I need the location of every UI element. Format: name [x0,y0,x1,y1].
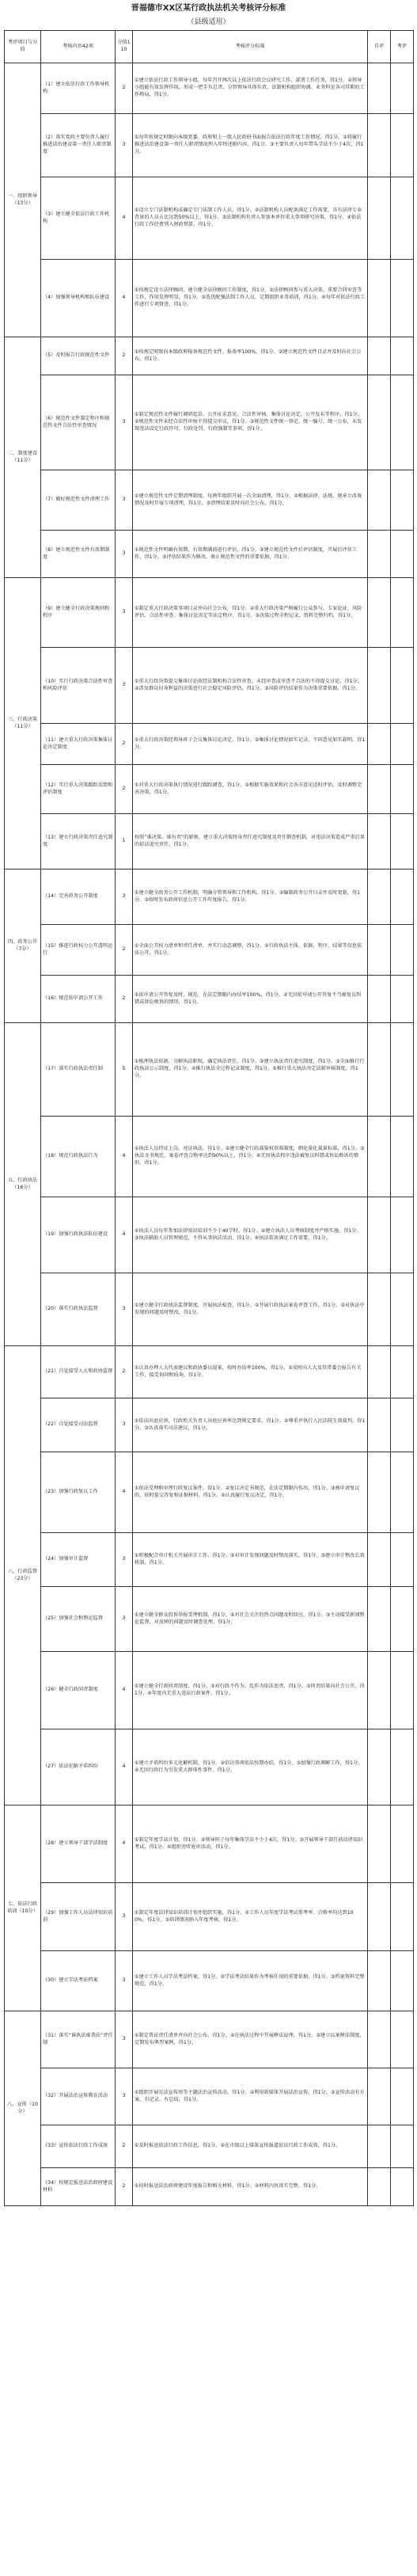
item-cell: （33）宣传依法行政工作成效 [41,2125,116,2168]
item-cell: （31）落实“谁执法谁普法”责任制 [41,2011,116,2068]
points-cell: 4 [116,260,133,337]
points-cell: 4 [116,1117,133,1197]
points-cell: 3 [116,1398,133,1452]
points-cell: 2 [116,63,133,114]
document-title: 晋福德市XX区某行政执法机关考核评分标准 [131,4,286,13]
criteria-cell: ①制定规范性文件履行调研起草、公开征求意见、合法性审核、集体讨论决定、公开发布等程序，得1分。②规范性文件未经合法性审核不得提交审议，得1分。③规范性文件统一登记、统一编号、统一公布，未发现违法设定行政许可、行政处罚、行政强制等事项，得1分。 [133,375,368,470]
table-row [5,1117,414,1197]
criteria-cell: ①组织开展宪法宣传周等主题法治宣传活动，得1分。②利用新媒体开展法治宣传，得1分。③宣传活动有方案、有记录、有总结，得1分。 [133,2068,368,2125]
self-score-cell[interactable] [368,375,391,470]
points-cell: 4 [116,1652,133,1729]
criteria-cell: ①建立健全群众投诉举报受理机制，得1分。②对社会关注的热点问题及时回应，得1分。③主动接受新闻舆论监督，对反映的问题及时调查处理，得1分。 [133,1587,368,1652]
item-cell: （6）规范性文件制定程序和规范性文件合法性审查情况 [41,375,116,470]
item-cell: （9）建立健全行政决策规则和程序 [41,578,116,648]
points-cell: 2 [116,2168,133,2206]
area-cell: 三、行政决策（11分） [5,578,41,869]
item-cell: （30）建立学法考法档案 [41,1951,116,2011]
scoring-table [4,30,414,2206]
table-row [5,1729,414,1805]
points-cell: 3 [116,1587,133,1652]
review-score-cell[interactable] [391,1587,414,1652]
self-score-cell[interactable] [368,2125,391,2168]
criteria-cell: 按照“谁决策、谁负责”的原则，建立重大决策终身责任追究制度及责任倒查机制，对违法决策造成严重后果的依法追究责任，得1分。 [133,814,368,869]
area-cell: 七、依法行政培训（10分） [5,1805,41,2011]
item-cell: （2）落实党政主要负责人履行推进法治建设第一责任人职责制度 [41,114,116,177]
self-score-cell[interactable] [368,578,391,648]
criteria-cell: ①制定年度法律知识培训计划并组织实施，得1分。②工作人员年度学法考试参考率、合格率均达到100%，得1分。③培训情况纳入年度考核，得1分。 [133,1883,368,1951]
criteria-cell: ①建立健全行政问责制度，得1分。②对行政不作为、乱作为依法追责，得1分。③问责结果向社会公开，得1分。④年度内无重大违法行政案件，得1分。 [133,1652,368,1729]
review-score-cell[interactable] [391,869,414,925]
review-score-cell[interactable] [391,976,414,1023]
criteria-cell: ①按时报送法治政府建设年度报告和相关材料，得1分。②材料内容真实完整，得1分。 [133,2168,368,2206]
item-cell: （1）建立依法行政工作领导机构 [41,63,116,114]
item-cell: （26）健全行政问责制度 [41,1652,116,1729]
self-score-cell[interactable] [368,1273,391,1346]
review-score-cell[interactable] [391,1533,414,1587]
points-cell: 3 [116,1883,133,1951]
criteria-cell: ①执法人员持证上岗，亮证执法，得1分。②建立健全行政裁量权基准制度，细化量化裁量标准，得1分。③执法文书规范，案卷评查合格率达到90%以上，得1分。④无因执法程序违法被复议纠错或诉讼败诉的情形，得1分。 [133,1117,368,1197]
item-cell: （25）加强社会和舆论监督 [41,1587,116,1652]
review-score-cell[interactable] [391,2068,414,2125]
self-score-cell[interactable] [368,976,391,1023]
self-score-cell[interactable] [368,1398,391,1452]
points-cell: 4 [116,1452,133,1533]
area-cell: 八、宣传（10分） [5,2011,41,2206]
item-cell: （19）加强行政执法队伍建设 [41,1197,116,1273]
table-row [5,976,414,1023]
header-points: 分值110 [116,31,133,63]
review-score-cell[interactable] [391,1197,414,1273]
review-score-cell[interactable] [391,578,414,648]
points-cell: 3 [116,114,133,177]
item-cell: （27）依法化解矛盾纠纷 [41,1729,116,1805]
self-score-cell[interactable] [368,2068,391,2125]
review-score-cell[interactable] [391,1346,414,1398]
self-score-cell[interactable] [368,1533,391,1587]
self-score-cell[interactable] [368,2168,391,2206]
criteria-cell: ①对重大行政决策执行情况进行跟踪调查，得1分。②根据实施效果和社会各方意见适时评估，及时调整完善决策，得1分。 [133,765,368,814]
points-cell: 3 [116,648,133,724]
header-item: 考核内容42项 [41,31,116,63]
review-score-cell[interactable] [391,2125,414,2168]
item-cell: （17）落实行政执法责任制 [41,1023,116,1117]
review-score-cell[interactable] [391,765,414,814]
criteria-cell: ①及时报送依法行政工作信息，得1分。②在市级以上媒体宣传报道依法行政工作成效，得1分。 [133,2125,368,2168]
table-row [5,260,414,337]
criteria-cell: ①建立依法行政工作领导小组，每年召开两次以上依法行政会议研究工作，部署工作任务，得1分。②领导小组能有效发挥作用，形成一把手负总责、分管领导具体负责、法制机构组织协调、业务科室各司其职的工作格局，得1分。 [133,63,368,114]
table-row [5,1197,414,1273]
criteria-cell: ①建立规范性文件定期清理制度，每两年组织开展一次全面清理，得1分。②根据法律、法规、规章立改废情况及时开展专项清理，得1分。③清理结果及时向社会公布，得1分。 [133,470,368,531]
review-score-cell[interactable] [391,1805,414,1883]
criteria-cell: ①依法出庭应诉，行政机关负责人出庭应诉率达到规定要求，得1分。②尊重并执行人民法院生效裁判，得1分。③认真落实司法建议，得1分。 [133,1398,368,1452]
self-score-cell[interactable] [368,1587,391,1652]
review-score-cell[interactable] [391,63,414,114]
table-row [5,114,414,177]
table-row [5,1951,414,2011]
table-row [5,337,414,375]
document-subtitle: （县级适用） [187,18,230,26]
self-score-cell[interactable] [368,1346,391,1398]
header-criteria: 考核评分标准 [133,31,368,63]
review-score-cell[interactable] [391,1883,414,1951]
table-row [5,63,414,114]
item-cell: （24）加强审计监督 [41,1533,116,1587]
area-cell: 二、制度建设（11分） [5,337,41,578]
item-cell: （28）建立领导干部学法制度 [41,1805,116,1883]
item-cell: （4）加强领导机构和队伍建设 [41,260,116,337]
points-cell: 3 [116,2011,133,2068]
table-header-row [5,31,414,63]
points-cell: 3 [116,470,133,531]
points-cell: 2 [116,765,133,814]
area-cell: 六、行政监督（23分） [5,1346,41,1805]
item-cell: （7）做好规范性文件清理工作 [41,470,116,531]
points-cell: 3 [116,1273,133,1346]
self-score-cell[interactable] [368,1117,391,1197]
item-cell: （21）自觉接受人大和政协监督 [41,1346,116,1398]
points-cell: 2 [116,976,133,1023]
criteria-cell: ①依申请公开答复及时、规范，在法定期限内办结率100%，得1分。②无因依申请公开答复不当被复议纠错或诉讼败诉的情形，得1分。 [133,976,368,1023]
review-score-cell[interactable] [391,814,414,869]
points-cell: 2 [116,337,133,375]
points-cell: 3 [116,578,133,648]
item-cell: （20）落实行政执法监督 [41,1273,116,1346]
self-score-cell[interactable] [368,114,391,177]
criteria-cell: ①建立健全行政执法监督制度，开展执法检查，得1分。②开展行政执法案卷评查工作，得1分。③对执法中发现的问题及时整改，得1分。 [133,1273,368,1346]
criteria-cell: ①制定重大行政决策事项目录并向社会公布，得1分。②重大行政决策严格履行公众参与、专家论证、风险评估、合法性审查、集体讨论决定等法定程序，得1分。③决策过程全程记录，资料完整归档，得1分。 [133,578,368,648]
table-row [5,177,414,260]
item-cell: （23）加强行政复议工作 [41,1452,116,1533]
criteria-cell: ①积极配合审计机关开展审计工作，得1分。②对审计发现问题及时整改落实，得1分。③建立审计整改长效机制，得1分。 [133,1533,368,1587]
table-row [5,925,414,976]
header-area: 考评项目与分值 [5,31,41,63]
criteria-cell: ①建立矛盾纠纷多元化解机制，得1分。②信访事项依法按期办结，得1分。③加强行政调解工作，得1分。④无因行政行为引发重大群体性事件，得1分。 [133,1729,368,1805]
review-score-cell[interactable] [391,925,414,976]
item-cell: （29）加强工作人员法律知识培训 [41,1883,116,1951]
review-score-cell[interactable] [391,1273,414,1346]
item-cell: （15）推进行政权力公开透明运行 [41,925,116,976]
header-self: 自评 [368,31,391,63]
review-score-cell[interactable] [391,724,414,765]
review-score-cell[interactable] [391,1023,414,1117]
table-row [5,531,414,578]
self-score-cell[interactable] [368,1652,391,1729]
table-row [5,1398,414,1452]
item-cell: （8）建立规范性文件有效期制度 [41,531,116,578]
criteria-cell: ①依法受理和审理行政复议案件，得1分。②复议决定书规范，在法定期限内作出，得1分。③被申请复议的，按时提交答复和证据材料，得1分。④认真履行复议决定，得1分。 [133,1452,368,1533]
review-score-cell[interactable] [391,1452,414,1533]
self-score-cell[interactable] [368,531,391,578]
criteria-cell: ①制定普法责任清单并向社会公布，得1分。②在执法过程中开展释法说理，得1分。③建立以案释法制度，定期发布典型案例，得1分。 [133,2011,368,2068]
points-cell: 3 [116,2068,133,2125]
review-score-cell[interactable] [391,1398,414,1452]
item-cell: （13）建立行政决策责任追究制度 [41,814,116,869]
table-row [5,869,414,925]
points-cell: 4 [116,177,133,260]
self-score-cell[interactable] [368,1729,391,1805]
criteria-cell: ①按规定设立法律顾问，建立健全法律顾问工作制度，得1分。②法律顾问参与重大决策、重要合同审查等工作，作用发挥明显，得1分。③选优配强法制工作人员，定期组织业务培训，得1分。④每年对依法行政工作进行专项督查，得1分。 [133,260,368,337]
table-row [5,724,414,765]
item-cell: （34）按规定报送法治政府建设材料 [41,2168,116,2206]
points-cell: 4 [116,1805,133,1883]
self-score-cell[interactable] [368,63,391,114]
self-score-cell[interactable] [368,814,391,869]
points-cell: 2 [116,724,133,765]
header-review: 考评 [391,31,414,63]
points-cell: 2 [116,1346,133,1398]
table-row [5,2068,414,2125]
review-score-cell[interactable] [391,177,414,260]
criteria-cell: ①认真办理人大代表建议和政协委员提案，按时办结率100%，得1分。②及时向人大及其常委会报告有关工作，接受询问和质询，得1分。 [133,1346,368,1398]
review-score-cell[interactable] [391,114,414,177]
self-score-cell[interactable] [368,1805,391,1883]
table-row [5,1273,414,1346]
table-row [5,375,414,470]
self-score-cell[interactable] [368,765,391,814]
self-score-cell[interactable] [368,925,391,976]
criteria-cell: ①重大行政决策提交集体讨论前经法制机构合法性审查，未经审查或审查不合法的不得提交讨论，得1分。②涉及群众切身利益的决策进行社会稳定风险评估，得1分。③风险评估结果作为决策重要依据，得1分。 [133,648,368,724]
criteria-cell: ①按规定时限向本级政府报备规范性文件，报备率100%，得1分。②建立规范性文件目录并及时向社会公布，得1分。 [133,337,368,375]
table-row [5,1533,414,1587]
self-score-cell[interactable] [368,648,391,724]
item-cell: （12）实行重大决策跟踪反馈和评估制度 [41,765,116,814]
criteria-cell: ①规范性文件明确有效期，有效期满前进行评估，得1分。②建立规范性文件后评估制度，开展后评估工作，得1分。③评估结果作为修改、废止规范性文件的重要依据，得1分。 [133,531,368,578]
table-row [5,648,414,724]
self-score-cell[interactable] [368,1883,391,1951]
item-cell: （22）自觉接受司法监督 [41,1398,116,1452]
points-cell: 3 [116,1951,133,2011]
item-cell: （3）建立健全依法行政工作机构 [41,177,116,260]
table-row [5,578,414,648]
review-score-cell[interactable] [391,531,414,578]
self-score-cell[interactable] [368,260,391,337]
self-score-cell[interactable] [368,1023,391,1117]
review-score-cell[interactable] [391,260,414,337]
review-score-cell[interactable] [391,2011,414,2068]
points-cell: 3 [116,375,133,470]
points-cell: 3 [116,1533,133,1587]
criteria-cell: ①重大行政决策经领导班子会议集体讨论决定，得1分。②集体讨论情况如实记录，不同意见如实载明，得1分。 [133,724,368,765]
criteria-cell: ①设立专门法制机构或确定专门法制工作人员，得1分。②法制机构人员配备满足工作需要，具有法律专业背景的人员占比达到50%以上，得1分。③法制机构负责人参加本单位重大事项研究决策，得1分。④依法行政工作经费列入财政预算，得1分。 [133,177,368,260]
review-score-cell[interactable] [391,2168,414,2206]
table-row [5,1452,414,1533]
item-cell: （14）完善政务公开制度 [41,869,116,925]
self-score-cell[interactable] [368,1197,391,1273]
points-cell: 5 [116,1023,133,1117]
table-row [5,1346,414,1398]
self-score-cell[interactable] [368,470,391,531]
table-row [5,2011,414,2068]
table-row [5,1023,414,1117]
item-cell: （10）实行行政决策合法性审查和风险评估 [41,648,116,724]
self-score-cell[interactable] [368,2011,391,2068]
table-row [5,765,414,814]
points-cell: 3 [116,531,133,578]
table-body [5,63,414,2206]
self-score-cell[interactable] [368,337,391,375]
review-score-cell[interactable] [391,1729,414,1805]
review-score-cell[interactable] [391,1652,414,1729]
self-score-cell[interactable] [368,177,391,260]
criteria-cell: ①建立工作人员学法考法档案，得1分。②学法考法结果作为考核任用的重要依据，得1分。③档案资料完整规范，得1分。 [133,1951,368,2011]
table-row [5,1587,414,1652]
self-score-cell[interactable] [368,724,391,765]
criteria-cell: ①梳理执法依据，分解执法职权，确定执法责任，得1分。②建立执法责任追究制度，得1分。③全面推行行政执法公示制度，得1分。④推行执法全过程记录制度，得1分。⑤推行重大执法决定法制审核制度，得1分。 [133,1023,368,1117]
table-row [5,2168,414,2206]
area-cell: 一、组织领导（13分） [5,63,41,337]
review-score-cell[interactable] [391,337,414,375]
self-score-cell[interactable] [368,1452,391,1533]
item-cell: （32）开展法治宣传教育活动 [41,2068,116,2125]
area-cell: 四、政务公开（7分） [5,869,41,1023]
item-cell: （5）及时报告行政规范性文件 [41,337,116,375]
points-cell: 4 [116,1197,133,1273]
table-row [5,1652,414,1729]
points-cell: 3 [116,869,133,925]
points-cell: 4 [116,1729,133,1805]
self-score-cell[interactable] [368,869,391,925]
review-score-cell[interactable] [391,1951,414,2011]
review-score-cell[interactable] [391,375,414,470]
item-cell: （16）规范依申请公开工作 [41,976,116,1023]
review-score-cell[interactable] [391,648,414,724]
review-score-cell[interactable] [391,1117,414,1197]
table-row [5,1883,414,1951]
table-row [5,814,414,869]
table-row [5,2125,414,2168]
area-cell: 五、行政执法（16分） [5,1023,41,1346]
criteria-cell: ①每年按规定时限向本级党委、政府和上一级人民政府书面报告依法行政年度工作情况，得1分。②将履行推进法治建设第一责任人职责情况列入年终述职内容，得1分。③主要负责人每年带头学法不少于4次，得1分。 [133,114,368,177]
item-cell: （18）规范行政执法行为 [41,1117,116,1197]
review-score-cell[interactable] [391,470,414,531]
criteria-cell: ①制定年度学法计划，得1分。②领导班子每年集体学法不少于4次，得1分。③开展领导干部任前法律知识考试，得1分。④组织旁听庭审活动，得1分。 [133,1805,368,1883]
criteria-cell: ①全面公开权力清单和责任清单，并实行动态调整，得1分。②行政执法主体、依据、程序、结果等信息依法公开，得1分。 [133,925,368,976]
points-cell: 2 [116,2125,133,2168]
table-row [5,470,414,531]
criteria-cell: ①执法人员每年参加法律知识培训不少于40学时，得1分。②建立执法人员考核制度并严格实施，得1分。③执法辅助人员管理规范，不得从事执法活动，得1分。④执法装备满足工作需要，得1分。 [133,1197,368,1273]
item-cell: （11）建立重大行政决策集体讨论决定制度 [41,724,116,765]
points-cell: 1 [116,814,133,869]
table-row [5,1805,414,1883]
self-score-cell[interactable] [368,1951,391,2011]
points-cell: 2 [116,925,133,976]
criteria-cell: ①建立健全政务公开工作机制，明确分管领导和工作机构，得1分。②编制政务公开目录并及时更新，得1分。③按时发布政府信息公开工作年度报告，得1分。 [133,869,368,925]
